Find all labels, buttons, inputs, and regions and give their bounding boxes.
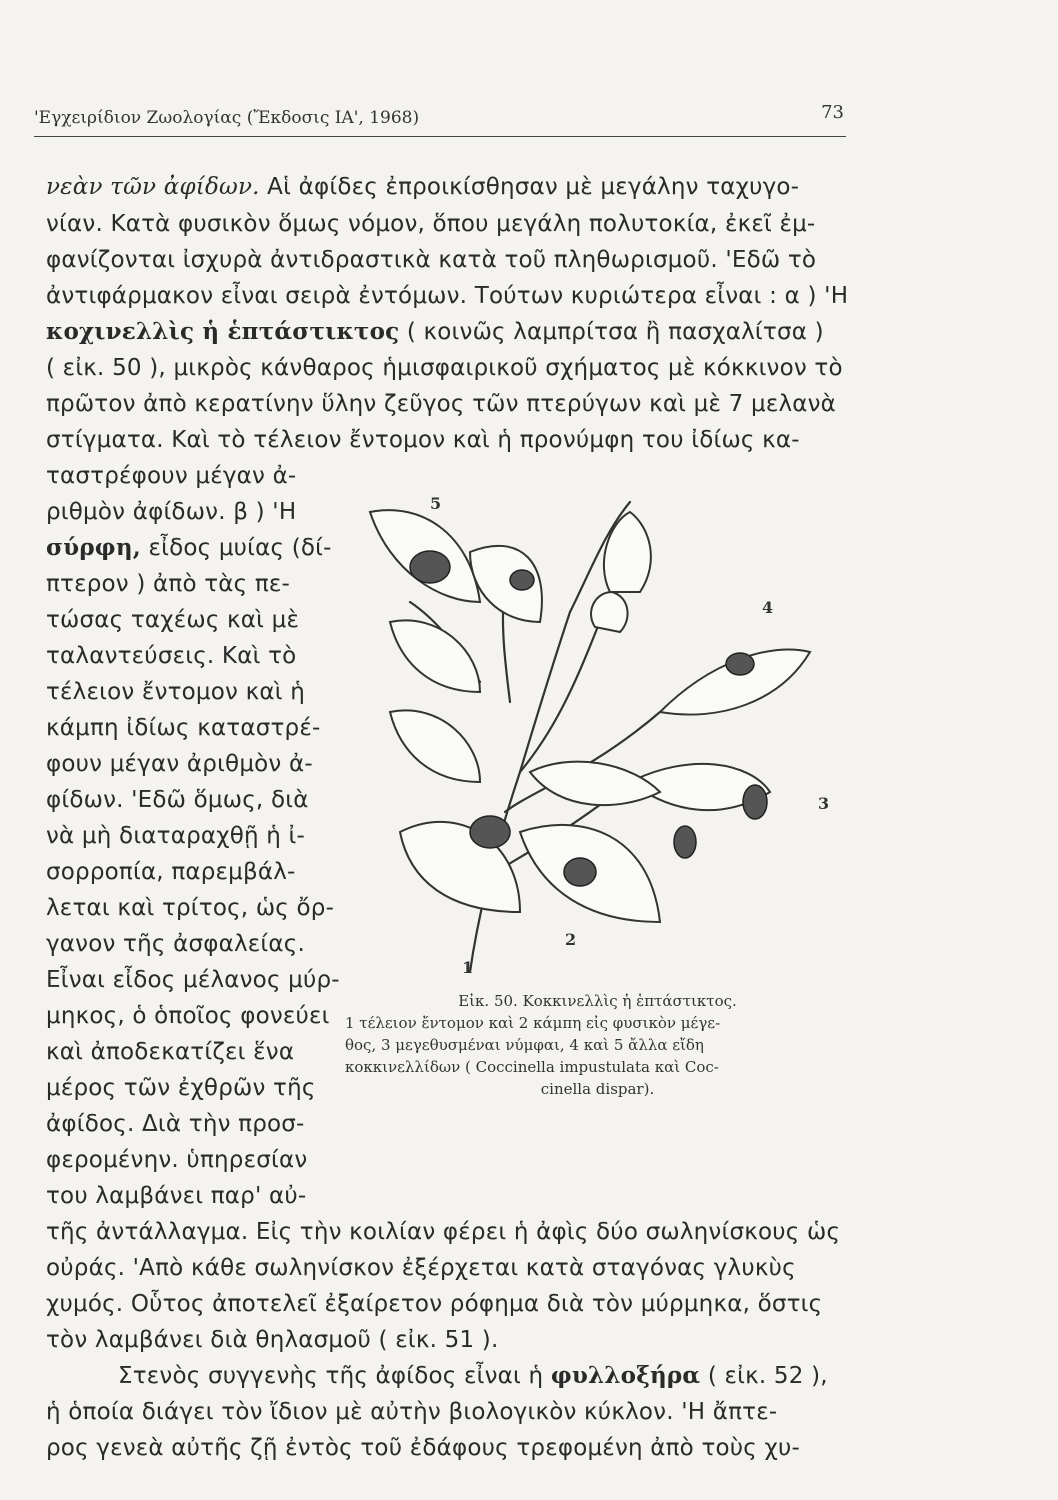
running-header: [34, 100, 846, 137]
caption-line: θος, 3 μεγεθυσμέναι νύμφαι, 4 καὶ 5 ἄλλα εἴδη: [345, 1036, 704, 1054]
text-span: Στενὸς συγγενὴς τῆς ἀφίδος εἶναι ἡ: [118, 1363, 551, 1389]
text-line: σορροπία, παρεμβάλ-: [46, 859, 296, 885]
bold-term: σύρφη,: [46, 534, 141, 561]
ladybird-illustration: [330, 452, 870, 992]
ladybird: [410, 551, 450, 583]
text-line: πτερον ) ἀπὸ τὰς πε-: [46, 571, 291, 597]
text-span: Αἱ ἀφίδες ἐπροικίσθησαν μὲ μεγάλην ταχυγο-: [259, 174, 800, 200]
header-title: 'Εγχειρίδιον Ζωολογίας (Ἔκδοσις ΙΑ', 1968): [34, 108, 420, 128]
text-line: τώσας ταχέως καὶ μὲ: [46, 607, 300, 633]
text-line: χυμός. Οὗτος ἀποτελεῖ ἐξαίρετον ρόφημα διὰ τὸν μύρμηκα, ὅστις: [46, 1291, 823, 1317]
bold-term: κοχινελλὶς ἡ ἑπτάστικτος: [46, 318, 400, 345]
pupa: [674, 826, 696, 858]
caption-line: κοκκινελλίδων ( Coccinella impustulata καὶ Coc-: [345, 1058, 719, 1076]
text-line: [46, 317, 824, 347]
text-line: λεται καὶ τρίτος, ὡς ὄρ-: [46, 895, 335, 921]
text-line: ( εἰκ. 50 ), μικρὸς κάνθαρος ἡμισφαιρικοῦ σχήματος μὲ κόκκινον τὸ: [46, 355, 843, 381]
text-line: Εἶναι εἶδος μέλανος μύρ-: [46, 967, 340, 993]
page-number: 73: [821, 102, 844, 123]
text-span: εἶδος μυίας (δί-: [140, 535, 332, 561]
text-line: οὐράς. 'Απὸ κάθε σωληνίσκον ἐξέρχεται κατὰ σταγόνας γλυκὺς: [46, 1255, 796, 1281]
figure-label-1: 1: [462, 958, 474, 977]
text-line: φερομένην. ὑπηρεσίαν: [46, 1147, 308, 1173]
text-line: τῆς ἀντάλλαγμα. Εἰς τὴν κοιλίαν φέρει ἡ ἀφὶς δύο σωληνίσκους ὡς: [46, 1219, 841, 1245]
text-line: ἀφίδος. Διὰ τὴν προσ-: [46, 1111, 305, 1137]
text-line: καὶ ἀποδεκατίζει ἕνα: [46, 1039, 295, 1065]
figure-label-5: 5: [430, 494, 442, 513]
text-line: [118, 1361, 828, 1391]
leaf: [530, 762, 660, 806]
text-line: γανον τῆς ἀσφαλείας.: [46, 931, 305, 957]
caption-title: Εἰκ. 50. Κοκκινελλὶς ἡ ἑπτάστικτος.: [458, 992, 737, 1010]
text-line: πρῶτον ἀπὸ κερατίνην ὕλην ζεῦγος τῶν πτερύγων καὶ μὲ 7 μελανὰ: [46, 391, 837, 417]
text-line: μέρος τῶν ἐχθρῶν τῆς: [46, 1075, 316, 1101]
text-span: ( κοινῶς λαμπρίτσα ἢ πασχαλίτσα ): [399, 319, 824, 345]
text-line: ταλαντεύσεις. Καὶ τὸ: [46, 643, 297, 669]
plant-drawing: [330, 452, 870, 992]
leaf: [390, 710, 480, 782]
text-line: [46, 172, 799, 202]
text-line: μηκος, ὁ ὁποῖος φονεύει: [46, 1003, 330, 1029]
rose-bud: [591, 592, 628, 632]
figure-label-4: 4: [762, 598, 774, 617]
text-line: κάμπη ἰδίως καταστρέ-: [46, 715, 321, 741]
text-line: του λαμβάνει παρ' αὐ-: [46, 1183, 307, 1209]
text-line: ἡ ὁποία διάγει τὸν ἴδιον μὲ αὐτὴν βιολογικὸν κύκλον. 'Η ἄπτε-: [46, 1399, 778, 1425]
caption-line: 1 τέλειον ἔντομον καὶ 2 κάμπη εἰς φυσικὸν μέγε-: [345, 1014, 721, 1032]
ladybird: [564, 858, 596, 886]
text-line: ἀντιφάρμακον εἶναι σειρὰ ἐντόμων. Τούτων κυριώτερα εἶναι : α ) 'Η: [46, 283, 849, 309]
italic-phrase: νεὰν τῶν ἀφίδων.: [46, 174, 260, 200]
text-line: [46, 533, 332, 563]
text-line: φουν μέγαν ἀριθμὸν ἀ-: [46, 751, 313, 777]
pupa: [743, 785, 767, 819]
text-line: ριθμὸν ἀφίδων. β ) 'Η: [46, 499, 297, 525]
figure-label-3: 3: [818, 794, 830, 813]
figure-label-2: 2: [565, 930, 577, 949]
ladybird: [470, 816, 510, 848]
text-line: φίδων. 'Εδῶ ὅμως, διὰ: [46, 787, 309, 813]
figure-caption: [345, 990, 850, 1100]
text-span: ( εἰκ. 52 ),: [700, 1363, 828, 1389]
text-line: ταστρέφουν μέγαν ἀ-: [46, 463, 297, 489]
text-line: νίαν. Κατὰ φυσικὸν ὅμως νόμον, ὅπου μεγάλη πολυτοκία, ἐκεῖ ἐμ-: [46, 211, 816, 237]
text-line: ρος γενεὰ αὐτῆς ζῇ ἐντὸς τοῦ ἐδάφους τρεφομένη ἀπὸ τοὺς χυ-: [46, 1435, 800, 1461]
text-line: φανίζονται ἰσχυρὰ ἀντιδραστικὰ κατὰ τοῦ πληθωρισμοῦ. 'Εδῶ τὸ: [46, 247, 817, 273]
ladybird: [726, 653, 754, 675]
text-line: νὰ μὴ διαταραχθῇ ἡ ἰ-: [46, 823, 306, 849]
bold-term: φυλλοξήρα: [550, 1362, 701, 1389]
text-line: στίγματα. Καὶ τὸ τέλειον ἔντομον καὶ ἡ προνύμφη του ἰδίως κα-: [46, 427, 800, 453]
leaf: [390, 620, 480, 692]
rose-bud: [604, 512, 651, 592]
caption-line: cinella dispar).: [540, 1080, 655, 1098]
ladybird: [510, 570, 534, 590]
text-line: τέλειον ἔντομον καὶ ἡ: [46, 679, 305, 705]
text-line: τὸν λαμβάνει διὰ θηλασμοῦ ( εἰκ. 51 ).: [46, 1327, 499, 1353]
